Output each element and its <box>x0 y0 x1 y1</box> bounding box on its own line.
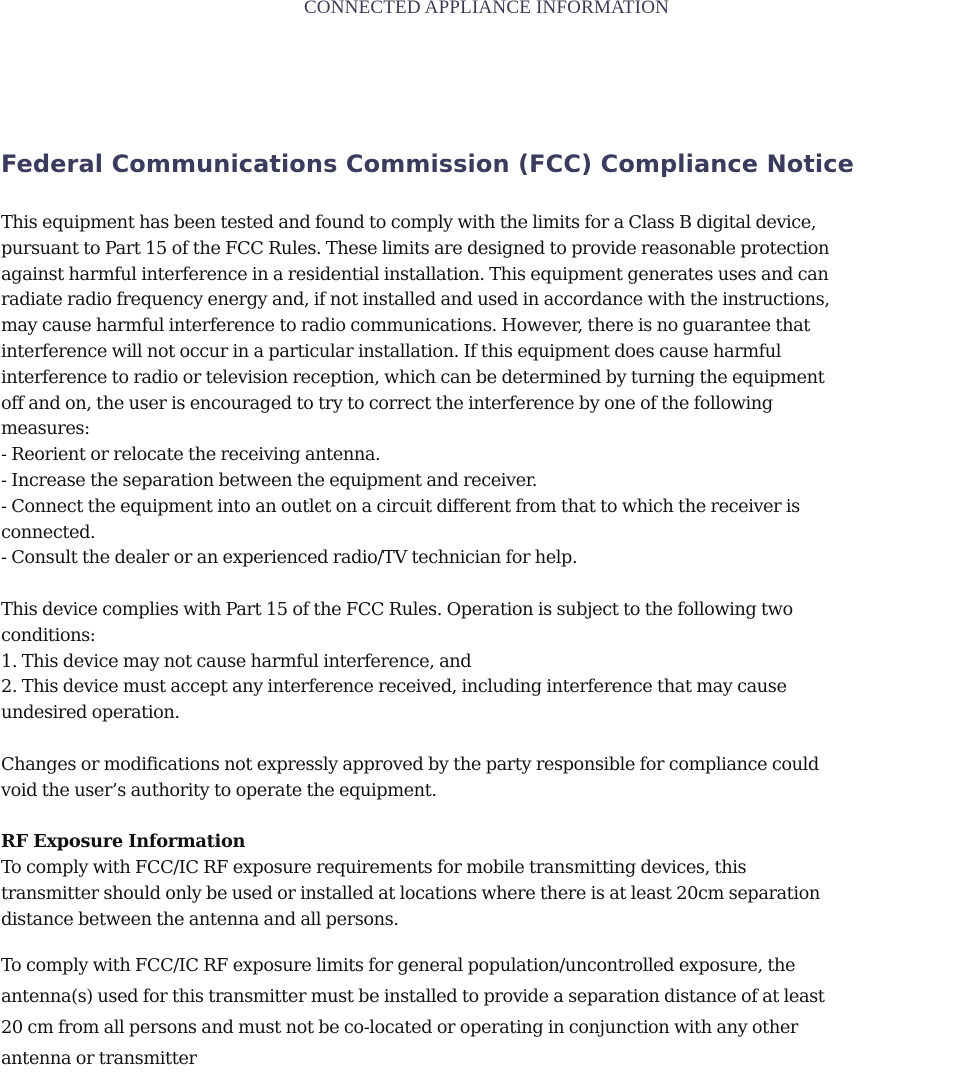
section-title: Federal Communications Commission (FCC) Compliance Notice <box>1 150 854 178</box>
list-item: - Consult the dealer or an experienced radio/TV technician for help. <box>1 547 578 569</box>
list-item: 2. This device must accept any interference received, including interference that may cause <box>1 676 787 698</box>
paragraph-part15-conditions <box>1 597 973 726</box>
text-line: void the user’s authority to operate the equipment. <box>1 779 437 801</box>
paragraph-modifications <box>1 752 973 804</box>
text-line: transmitter should only be used or installed at locations where there is at least 20cm separation <box>1 882 820 904</box>
text-line: To comply with FCC/IC RF exposure requirements for mobile transmitting devices, this <box>1 856 747 878</box>
text-line: distance between the antenna and all persons. <box>1 908 399 930</box>
list-item: 1. This device may not cause harmful interference, and <box>1 650 472 672</box>
text-line: Changes or modifications not expressly approved by the party responsible for compliance could <box>1 753 819 775</box>
list-item: - Increase the separation between the equipment and receiver. <box>1 469 538 491</box>
text-line: against harmful interference in a residential installation. This equipment generates uses and can <box>1 263 829 285</box>
text-line: off and on, the user is encouraged to try to correct the interference by one of the following <box>1 392 773 414</box>
text-line: interference to radio or television reception, which can be determined by turning the equipment <box>1 366 825 388</box>
paragraph-gap <box>1 571 973 597</box>
text-line: may cause harmful interference to radio communications. However, there is no guarantee that <box>1 315 810 337</box>
list-item: - Reorient or relocate the receiving antenna. <box>1 444 381 466</box>
text-line: antenna(s) used for this transmitter must be installed to provide a separation distance of at least <box>1 986 825 1008</box>
document-body <box>1 210 973 1074</box>
text-line: To comply with FCC/IC RF exposure limits for general population/uncontrolled exposure, the <box>1 955 796 977</box>
paragraph-rf-exposure <box>1 829 973 932</box>
text-line: pursuant to Part 15 of the FCC Rules. These limits are designed to provide reasonable protection <box>1 237 829 259</box>
text-line: conditions: <box>1 624 96 646</box>
text-line: This equipment has been tested and found to comply with the limits for a Class B digital device, <box>1 212 817 233</box>
measures-list <box>1 442 973 571</box>
list-item: connected. <box>1 521 96 543</box>
text-line: radiate radio frequency energy and, if not installed and used in accordance with the instructions, <box>1 289 830 311</box>
running-header: CONNECTED APPLIANCE INFORMATION <box>303 0 670 18</box>
paragraph-gap <box>1 726 973 752</box>
paragraph-gap <box>1 932 973 950</box>
paragraph-gap <box>1 803 973 829</box>
text-line: antenna or transmitter <box>1 1048 197 1070</box>
rf-exposure-heading: RF Exposure Information <box>1 831 246 853</box>
paragraph-rf-limits <box>1 950 973 1074</box>
text-line: 20 cm from all persons and must not be co-located or operating in conjunction with any other <box>1 1017 798 1039</box>
text-line: interference will not occur in a particular installation. If this equipment does cause harmful <box>1 340 782 362</box>
list-item: - Connect the equipment into an outlet on a circuit different from that to which the receiver is <box>1 495 800 517</box>
text-line: undesired operation. <box>1 702 180 724</box>
text-line: This device complies with Part 15 of the FCC Rules. Operation is subject to the following two <box>1 598 793 620</box>
text-line: measures: <box>1 418 90 440</box>
paragraph-fcc-limits <box>1 210 973 442</box>
